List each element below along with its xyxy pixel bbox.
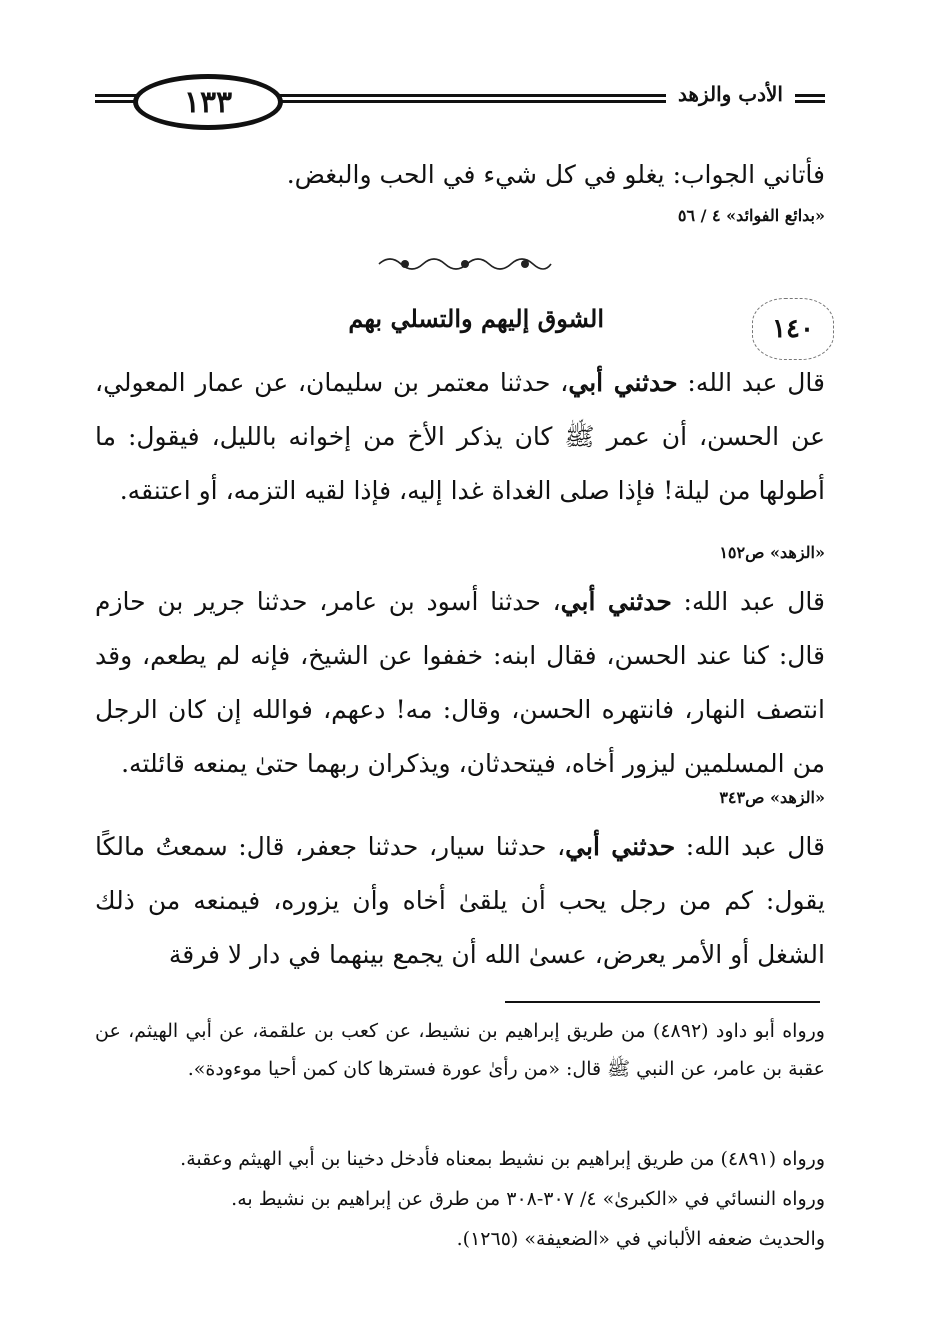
footnote-4: والحديث ضعفه الألباني في «الضعيفة» (١٢٦٥). xyxy=(456,1228,825,1250)
footnote-3: ورواه النسائي في «الكبرىٰ» ٤/ ٣٠٧-٣٠٨ من طرق عن إبراهيم بن نشيط به. xyxy=(231,1188,825,1210)
paragraph-3 xyxy=(95,820,825,982)
paragraph-body: ، حدثنا معتمر بن سليمان، عن عمار المعولي، عن الحسن، أن عمر ﷺ كان يذكر الأخ من إخوانه بالليل، فيقول: ما أطولها من ليلة! فإذا صلى الغداة غدا إليه، فإذا لقيه التزمه، أو اعتنقه. xyxy=(95,368,825,505)
page-number: ١٣٣ xyxy=(133,74,283,130)
footnote-rule xyxy=(505,1001,820,1003)
intro-source: «بدائع الفوائد» ٤ / ٥٦ xyxy=(677,206,825,225)
paragraph-body: ، حدثنا أسود بن عامر، حدثنا جرير بن حازم قال: كنا عند الحسن، فقال ابنه: خففوا عن الشيخ، فإنه لم يطعم، وقد انتصف النهار، فانتهره الحسن، وقال: مه! دعهم، فوالله إن كان الرجل من المسلمين ليزور أخاه، فيتحدثان، ويذكران ربهما حتىٰ يمنعه قائلته. xyxy=(95,587,825,778)
paragraph-lead: قال عبد الله: xyxy=(675,832,825,861)
running-title: الأدب والزهد xyxy=(666,82,795,106)
section-title: الشوق إليهم والتسلي بهم xyxy=(348,304,604,333)
paragraph-lead: قال عبد الله: xyxy=(671,587,825,616)
paragraph-2-source: «الزهد» ص٣٤٣ xyxy=(719,788,825,807)
intro-text: فأتاني الجواب: يغلو في كل شيء في الحب والبغض. xyxy=(286,160,825,189)
ornament-divider-icon xyxy=(375,252,555,276)
paragraph-lead: قال عبد الله: xyxy=(677,368,825,397)
paragraph-emphasis: حدثني أبي xyxy=(560,587,672,616)
paragraph-emphasis: حدثني أبي xyxy=(568,368,678,397)
page-header xyxy=(95,70,825,140)
footnote-1: ورواه أبو داود (٤٨٩٢) من طريق إبراهيم بن نشيط، عن كعب بن علقمة، عن أبي الهيثم، عن عقبة بن عامر، عن النبي ﷺ قال: «من رأىٰ عورة فسترها كان كمن أحيا موءودة». xyxy=(95,1020,825,1080)
paragraph-2 xyxy=(95,575,825,791)
paragraph-1-source: «الزهد» ص١٥٢ xyxy=(719,543,825,562)
footnote-2: ورواه (٤٨٩١) من طريق إبراهيم بن نشيط بمعناه فأدخل دخينا بن أبي الهيثم وعقبة. xyxy=(180,1148,825,1170)
paragraph-body: ، حدثنا سيار، حدثنا جعفر، قال: سمعتُ مالكًا يقول: كم من رجل يحب أن يلقىٰ أخاه وأن يزوره، فيمنعه من ذلك الشغل أو الأمر يعرض، عسىٰ الله أن يجمع بينهما في دار لا فرقة xyxy=(95,832,825,969)
paragraph-1 xyxy=(95,356,825,518)
section-number: ١٤٠ xyxy=(752,298,834,360)
paragraph-emphasis: حدثني أبي xyxy=(565,832,676,861)
